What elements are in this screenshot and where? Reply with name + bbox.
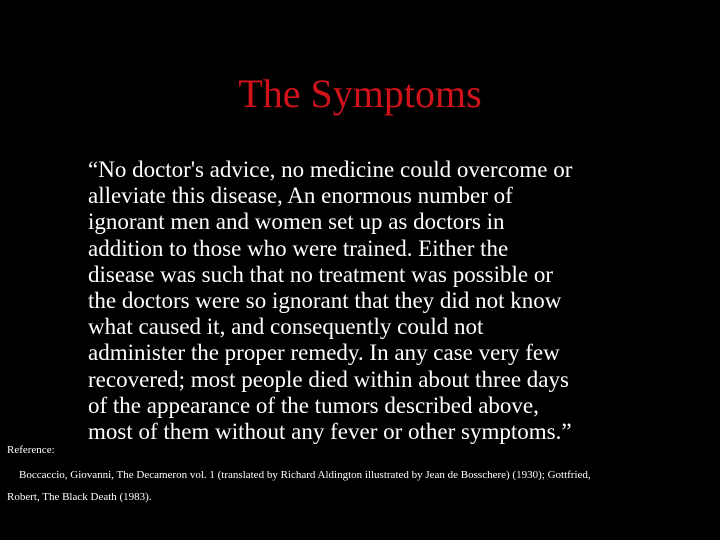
quote-line: addition to those who were trained. Either the [88, 235, 509, 261]
quote-line: disease was such that no treatment was possible or [88, 261, 553, 287]
reference-citation-line: Robert, The Black Death (1983). [7, 491, 152, 503]
quote-line: most of them without any fever or other symptoms.” [88, 419, 572, 445]
quote-line: the doctors were so ignorant that they did not know [88, 288, 562, 314]
reference-block [7, 440, 713, 508]
reference-citation-line: Boccaccio, Giovanni, The Decameron vol. 1 (translated by Richard Aldington illustrated by Jean de Bosschere) (1930); Gottfried, [19, 469, 591, 481]
quote-line: alleviate this disease, An enormous number of [88, 183, 513, 209]
quote-line: administer the proper remedy. In any case very few [88, 340, 560, 366]
slide-title: The Symptoms [238, 71, 482, 116]
quote-block [88, 157, 688, 445]
quote-line: recovered; most people died within about three days [88, 366, 569, 392]
quote-line: what caused it, and consequently could not [88, 314, 484, 340]
reference-label: Reference: [7, 444, 55, 456]
quote-line: of the appearance of the tumors described above, [88, 392, 539, 418]
quote-line: “No doctor's advice, no medicine could overcome or [88, 157, 573, 182]
quote-line: ignorant men and women set up as doctors in [88, 209, 505, 235]
